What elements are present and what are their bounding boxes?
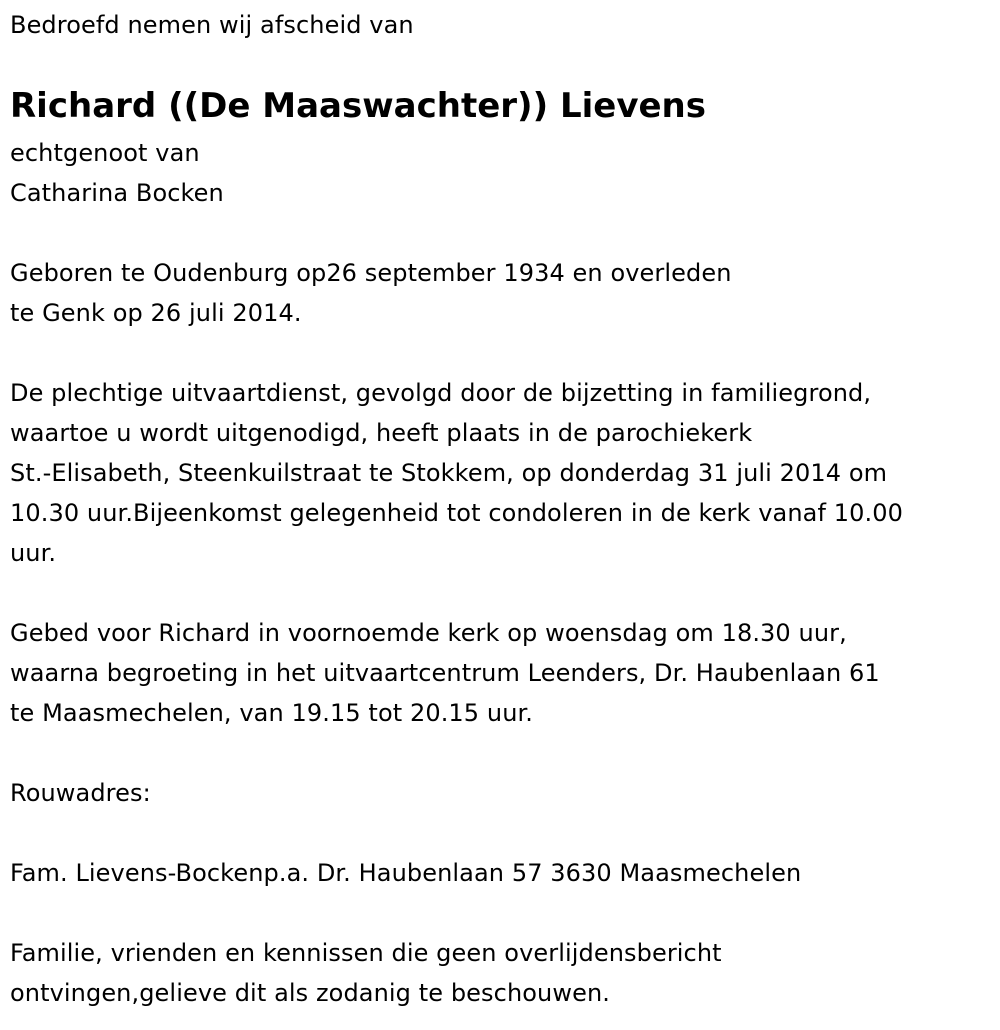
paragraph-line: St.-Elisabeth, Steenkuilstraat te Stokkem, op donderdag 31 juli 2014 om (10, 459, 888, 487)
paragraph-line: ontvingen,gelieve dit als zodanig te beschouwen. (10, 979, 610, 1007)
paragraph-line: te Maasmechelen, van 19.15 tot 20.15 uur. (10, 699, 534, 727)
paragraph-line: uur. (10, 539, 57, 567)
paragraph-line: Familie, vrienden en kennissen die geen overlijdensbericht (10, 939, 722, 967)
relation-label: echtgenoot van (10, 139, 200, 167)
paragraph-line: te Genk op 26 juli 2014. (10, 299, 302, 327)
spouse-section (10, 133, 224, 213)
paragraph-line: 10.30 uur.Bijeenkomst gelegenheid tot condoleren in de kerk vanaf 10.00 (10, 499, 903, 527)
paragraph-line: De plechtige uitvaartdienst, gevolgd door de bijzetting in familiegrond, (10, 379, 872, 407)
mourning-address-label-block (10, 773, 151, 813)
mourning-address: Fam. Lievens-Bockenp.a. Dr. Haubenlaan 57 3630 Maasmechelen (10, 859, 802, 887)
prayer-paragraph (10, 613, 880, 733)
birth-death-paragraph (10, 253, 732, 333)
intro-text: Bedroefd nemen wij afscheid van (10, 11, 414, 39)
paragraph-line: waarna begroeting in het uitvaartcentrum Leenders, Dr. Haubenlaan 61 (10, 659, 880, 687)
spouse-name: Catharina Bocken (10, 179, 224, 207)
mourning-address-label: Rouwadres: (10, 779, 151, 807)
closing-paragraph (10, 933, 722, 1013)
funeral-service-paragraph (10, 373, 903, 573)
paragraph-line: waartoe u wordt uitgenodigd, heeft plaats in de parochiekerk (10, 419, 753, 447)
paragraph-line: Geboren te Oudenburg op26 september 1934 en overleden (10, 259, 732, 287)
paragraph-line: Gebed voor Richard in voornoemde kerk op woensdag om 18.30 uur, (10, 619, 847, 647)
mourning-address-block (10, 853, 801, 893)
deceased-name: Richard ((De Maaswachter)) Lievens (10, 86, 706, 126)
